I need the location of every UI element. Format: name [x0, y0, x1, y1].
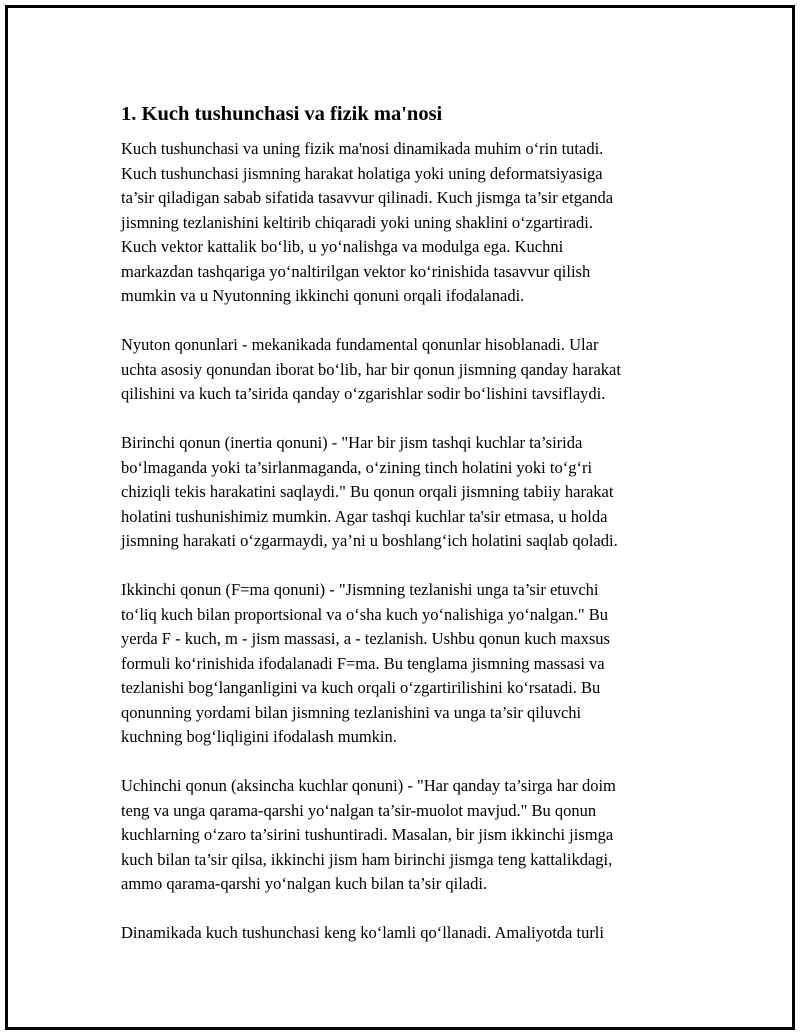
- paragraph-second-law: Ikkinchi qonun (F=ma qonuni) - "Jismning tezlanishi unga ta’sir etuvchi to‘liq kuch bilan proportsional va o‘sha kuch yo‘nalishiga yo‘nalgan." Bu yerda F - kuch, m - jism massasi, a - tezlanish. Ushbu qonun kuch maxsus formuli ko‘rinishida ifodalanadi F=ma. Bu tenglama jismning massasi va tezlanishi bog‘langanligini va kuch orqali o‘zgartirilishini ko‘rsatadi. Bu qonunning yordami bilan jismning tezlanishini va unga ta’sir qiluvchi kuchning bog‘liqligini ifodalash mumkin.: [121, 580, 610, 746]
- paragraph-third-law: Uchinchi qonun (aksincha kuchlar qonuni) - "Har qanday ta’sirga har doim teng va unga qarama-qarshi yo‘nalgan ta’sir-muolot mavjud." Bu qonun kuchlarning o‘zaro ta’sirini tushuntiradi. Masalan, bir jism ikkinchi jismga kuch bilan ta’sir qilsa, ikkinchi jism ham birinchi jismga teng kattalikdagi, ammo qarama-qarshi yo‘nalgan kuch bilan ta’sir qiladi.: [121, 776, 616, 893]
- paragraph-first-law: Birinchi qonun (inertia qonuni) - "Har bir jism tashqi kuchlar ta’sirida bo‘lmaganda yoki ta’sirlanmaganda, o‘zining tinch holatini yoki to‘g‘ri chiziqli tekis harakatini saqlaydi." Bu qonun orqali jismning tabiiy harakat holatini tushunishimiz mumkin. Agar tashqi kuchlar ta'sir etmasa, u holda jismning harakati o‘zgarmaydi, ya’ni u boshlang‘ich holatini saqlab qoladi.: [121, 433, 618, 550]
- paragraph-newton-laws: Nyuton qonunlari - mekanikada fundamental qonunlar hisoblanadi. Ular uchta asosiy qonundan iborat bo‘lib, har bir qonun jismning qanday harakat qilishini va kuch ta’sirida qanday o‘zgarishlar sodir bo‘lishini tavsiflaydi.: [121, 335, 621, 403]
- paragraph-force-concept: Kuch tushunchasi va uning fizik ma'nosi dinamikada muhim o‘rin tutadi. Kuch tushunchasi jismning harakat holatiga yoki uning deformatsiyasiga ta’sir qiladigan sabab sifatida tasavvur qilinadi. Kuch jismga ta’sir etganda jismning tezlanishini keltirib chiqaradi yoki uning shaklini o‘zgartiradi. Kuch vektor kattalik bo‘lib, u yo‘nalishga va modulga ega. Kuchni markazdan tashqariga yo‘naltirilgan vektor ko‘rinishida tasavvur qilish mumkin va u Nyutonning ikkinchi qonuni orqali ifodalanadi.: [121, 139, 614, 305]
- page-frame: [5, 5, 795, 1030]
- document-body: [121, 101, 681, 970]
- paragraph-dynamics-usage: Dinamikada kuch tushunchasi keng ko‘lamli qo‘llanadi. Amaliyotda turli: [121, 923, 604, 942]
- section-heading: 1. Kuch tushunchasi va fizik ma'nosi: [121, 103, 443, 125]
